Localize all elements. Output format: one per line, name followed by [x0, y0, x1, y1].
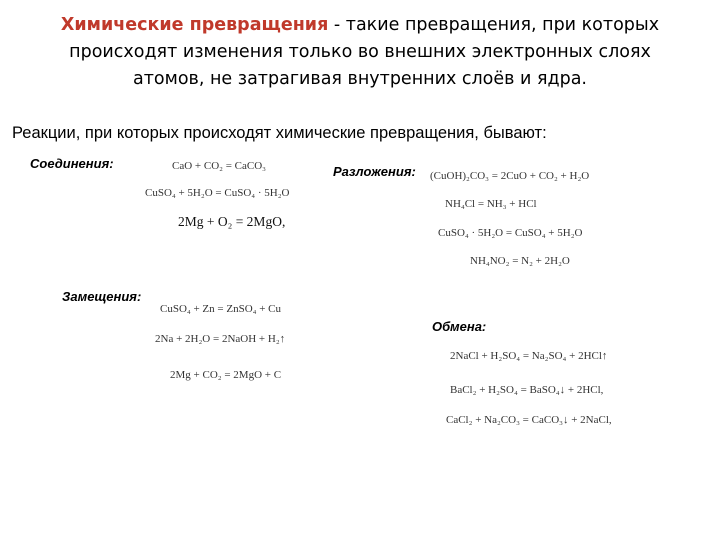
substitution-equation: CuSO₄ + Zn = ZnSO₄ + Cu: [160, 303, 282, 315]
exchange-equation: CaCl₂ + Na₂CO₃ = CaCO₃↓ + 2NaCl,: [446, 414, 612, 426]
decomposition-equation: (CuOH)₂CO₃ = 2CuO + CO₂ + H₂O: [430, 170, 590, 182]
combination-equation: 2Mg + O₂ = 2MgO,: [178, 214, 286, 229]
intro-text: Реакции, при которых происходят химические превращения, бывают:: [12, 124, 547, 142]
decomposition-label: Разложения:: [333, 164, 416, 179]
decomposition-equation: NH₄Cl = NH₃ + HCl: [445, 198, 537, 210]
substitution-equation: 2Mg + CO₂ = 2MgO + C: [170, 369, 282, 381]
combination-equation: CaO + CO₂ = CaCO₃: [172, 160, 267, 172]
title-line-3: атомов, не затрагивая внутренних слоёв и ядра.: [133, 69, 587, 89]
title-line-1: [20, 12, 700, 39]
substitution-equation: 2Na + 2H₂O = 2NaOH + H₂↑: [155, 333, 286, 345]
decomposition-equation: NH₄NO₂ = N₂ + 2H₂O: [470, 255, 570, 267]
exchange-equation: 2NaCl + H₂SO₄ = Na₂SO₄ + 2HCl↑: [450, 350, 608, 362]
substitution-label: Замещения:: [62, 289, 142, 304]
combination-label: Соединения:: [30, 156, 114, 171]
combination-equation: CuSO₄ + 5H₂O = CuSO₄ · 5H₂O: [145, 187, 290, 199]
exchange-equation: BaCl₂ + H₂SO₄ = BaSO₄↓ + 2HCl,: [450, 384, 604, 396]
title-term: Химические превращения: [60, 15, 329, 35]
slide-title: [20, 12, 700, 93]
exchange-label: Обмена:: [432, 319, 487, 334]
title-definition-start: - такие превращения, при которых: [328, 15, 660, 35]
decomposition-equation: CuSO₄ · 5H₂O = CuSO₄ + 5H₂O: [438, 227, 583, 239]
title-line-2: происходят изменения только во внешних электронных слоях: [69, 42, 651, 62]
